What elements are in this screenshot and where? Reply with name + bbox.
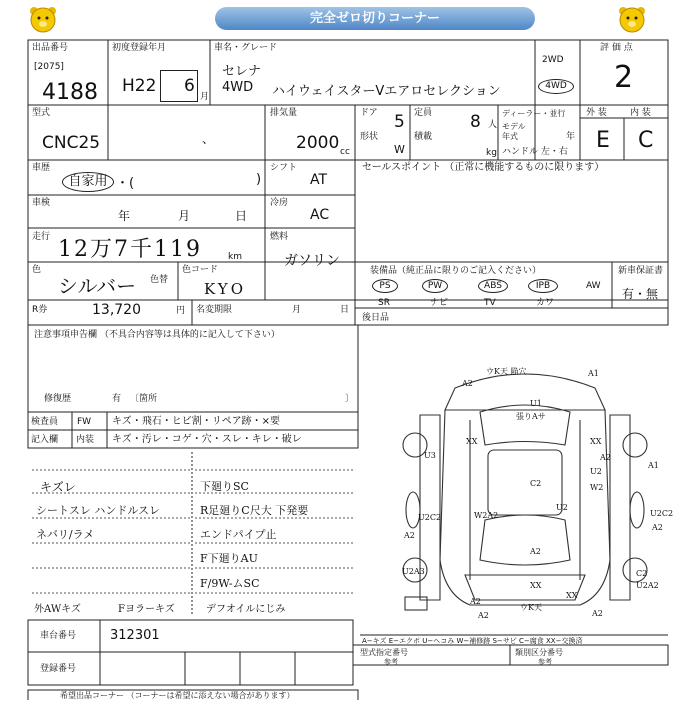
registration-label: 登録番号	[40, 664, 77, 674]
dealer-label: ディーラー・並行	[502, 109, 566, 118]
diagram-mark: A2	[530, 547, 541, 556]
car-name: セレナ	[222, 64, 262, 79]
warranty-value: 有・無	[622, 287, 659, 301]
history-paren: ・(	[116, 176, 135, 191]
diagram-mark: A2	[470, 597, 481, 606]
diagram-mark: A1	[648, 461, 659, 470]
remark-right-5: F/9W-ムSC	[200, 577, 260, 590]
repair-place: 〔箇所	[130, 394, 158, 404]
load-label: 積載	[414, 132, 433, 142]
doors-value: 5	[394, 112, 405, 132]
repair-close: 〕	[345, 394, 355, 404]
chassis-value: 312301	[110, 628, 160, 643]
exterior-label: 外 装	[586, 108, 607, 118]
equip-tv: TV	[484, 298, 496, 308]
interior-label: 内 装	[630, 108, 651, 118]
inspector-row2-items: キズ・汚レ・コゲ・穴・スレ・キレ・破レ	[112, 434, 302, 445]
diagram-mark: A2	[478, 611, 489, 620]
diagram-mark: W2	[590, 483, 604, 492]
model-label: 型式	[32, 108, 51, 118]
name-change-month: 月	[292, 305, 302, 315]
lot-label: 出品番号	[32, 43, 69, 53]
car-grade: ハイウェイスターVエアロセレクション	[272, 84, 501, 99]
lot-prefix: [2075]	[34, 62, 64, 72]
doors-label: ドア	[360, 108, 378, 118]
diagram-mark: 張りAサ	[516, 412, 546, 421]
capacity-label: 定員	[414, 108, 433, 118]
recycle-unit: 円	[176, 306, 186, 316]
equip-abs: ABS	[478, 279, 508, 293]
inspector-row1-items: キズ・飛石・ヒビ割・リペア跡・×要	[112, 416, 280, 427]
remark-bottom-2: Fヨラーキズ	[118, 604, 175, 615]
shift-label: シフト	[270, 163, 298, 173]
color-value: シルバー	[58, 274, 137, 298]
equip-pw: PW	[422, 279, 448, 293]
equip-sr: SR	[378, 298, 390, 308]
diagram-mark: A1	[588, 369, 599, 378]
form-id-ref-b: 参考	[538, 658, 552, 666]
car-label: 車名・グレード	[214, 43, 278, 53]
diagram-mark: ウK天	[520, 603, 542, 612]
remark-right-4: F下廻りAU	[200, 552, 258, 565]
diagram-mark: XX	[530, 581, 542, 590]
mileage-value: 12万7千119	[58, 237, 202, 262]
remark-right-3: エンドパイプ止	[200, 528, 277, 541]
color-code: KYO	[204, 280, 247, 298]
diagram-mark: A2	[600, 453, 611, 462]
form-id-b: 類別区分番号	[515, 648, 563, 657]
diagram-mark: ウK天 陥穴	[486, 367, 527, 376]
grade-score-value: 2	[614, 60, 634, 95]
mileage-unit: km	[228, 252, 242, 262]
diagram-mark: U2C2	[418, 513, 442, 522]
bear-mascot-right-icon	[617, 4, 647, 34]
displacement-unit: cc	[340, 147, 350, 157]
remark-right-1: 下廻りSC	[200, 480, 249, 493]
inspector-row1-label: 検査員	[31, 417, 59, 427]
exterior-value: E	[596, 128, 610, 153]
color-code-label: 色コード	[182, 265, 219, 275]
equip-kawa: カワ	[536, 298, 555, 308]
color-label: 色	[32, 265, 42, 275]
inspection-label: 車検	[32, 198, 51, 208]
remark-bottom-3: デフオイルにじみ	[206, 604, 286, 615]
diagram-mark: C2	[636, 569, 648, 578]
recycle-value: 13,720	[92, 302, 141, 318]
diagram-mark: XX	[466, 437, 478, 446]
remark-left-1: キズレ	[40, 480, 76, 494]
legend: A−キズ E−エクボ U−ヘコみ W−補修跡 S−サビ C−腐食 XX−交換済	[362, 637, 583, 645]
load-unit: kg	[486, 148, 497, 158]
footer-label: 希望出品コーナー （コーナーは希望に添えない場合があります）	[60, 691, 295, 700]
inspection-day: 日	[235, 209, 248, 223]
history-close: )	[256, 172, 262, 187]
capacity-value: 8	[470, 112, 481, 132]
diagram-mark: C2	[530, 479, 542, 488]
first-reg-label: 初度登録年月	[112, 43, 167, 53]
remark-left-3: ネバリ/ラメ	[36, 528, 95, 541]
recycle-label: R券	[32, 305, 48, 315]
diagram-mark: U2	[556, 503, 568, 512]
sales-points-label: セールスポイント （正常に機能するものに限ります）	[362, 162, 605, 173]
mileage-label: 走行	[32, 232, 51, 242]
inspection-month: 月	[178, 209, 191, 223]
capacity-unit: 人	[488, 120, 498, 130]
inspection-year: 年	[118, 209, 131, 223]
diagram-mark: A2	[652, 523, 663, 532]
first-reg-month: 6	[184, 76, 195, 96]
lot-number: 4188	[42, 80, 98, 105]
diagram-mark: W2A2	[474, 511, 499, 520]
diagram-mark: A2	[592, 609, 603, 618]
diagram-mark: A2	[404, 531, 415, 540]
inspector-row2-prefix: 内装	[76, 435, 95, 445]
displacement-label: 排気量	[270, 108, 298, 118]
dealer-model-year: モデル年式	[502, 122, 526, 141]
diagram-mark: U1	[530, 399, 542, 408]
repair-label: 修復歴	[44, 394, 72, 404]
interior-value: C	[638, 128, 654, 153]
equip-ipb: IPB	[528, 279, 558, 293]
diagram-mark: U2A3	[402, 567, 425, 576]
shape-value: W	[394, 143, 405, 156]
fuel-label: 燃料	[270, 232, 289, 242]
remark-left-2: シートスレ ハンドルスレ	[36, 504, 161, 517]
drive-4wd: 4WD	[538, 79, 574, 94]
name-change-label: 名変期限	[196, 305, 233, 315]
diagram-mark: U2	[590, 467, 602, 476]
equip-aw: AW	[586, 281, 601, 291]
repair-value: 有	[112, 394, 122, 404]
chassis-label: 車台番号	[40, 631, 77, 641]
form-id-a: 型式指定番号	[360, 648, 408, 657]
diagram-mark: U2C2	[650, 509, 674, 518]
form-id-ref-a: 参考	[384, 658, 398, 666]
aircon-label: 冷房	[270, 198, 289, 208]
color-mark: 色替	[150, 275, 169, 285]
first-reg-era-year: H22	[122, 76, 157, 96]
shift-value: AT	[310, 172, 328, 188]
dealer-year-unit: 年	[566, 132, 576, 142]
diagram-mark: XX	[590, 437, 602, 446]
banner-title: 完全ゼロ切りコーナー	[215, 7, 535, 30]
name-change-day: 日	[340, 305, 350, 315]
fuel-value: ガソリン	[284, 253, 340, 269]
shape-label: 形状	[360, 132, 379, 142]
inspector-row2-label: 記入欄	[31, 435, 59, 445]
diagram-mark: A2	[462, 379, 473, 388]
equip-navi: ナビ	[430, 298, 449, 308]
displacement-value: 2000	[296, 133, 340, 153]
grade-score-label: 評 価 点	[600, 43, 633, 53]
car-drive: 4WD	[222, 80, 254, 95]
notes-label: 注意事項申告欄 （不具合内容等は具体的に記入して下さい）	[34, 330, 280, 340]
bear-mascot-left-icon	[28, 4, 58, 34]
dealer-handle: ハンドル 左・右	[502, 147, 568, 157]
aircon-value: AC	[310, 207, 330, 223]
diagram-mark: XX	[566, 591, 578, 600]
drive-2wd: 2WD	[542, 55, 564, 65]
model-value: CNC25	[42, 133, 101, 153]
equipment-label: 装備品（純正品に限りのご記入ください）	[370, 266, 542, 276]
diagram-mark: U3	[424, 451, 436, 460]
equip-ps: PS	[372, 279, 398, 293]
history-value: 自家用	[62, 172, 114, 192]
inspector-row1-prefix: FW	[77, 417, 92, 427]
model-mark: 、	[202, 132, 215, 146]
history-label: 車歴	[32, 163, 51, 173]
warranty-label: 新車保証書	[618, 266, 664, 276]
remark-bottom-1: 外AWキズ	[34, 604, 81, 615]
later-install-label: 後日品	[362, 313, 390, 323]
first-reg-month-unit: 月	[200, 92, 210, 102]
remark-right-2: R足廻りC尺大 下発要	[200, 504, 309, 517]
diagram-mark: U2A2	[636, 581, 659, 590]
